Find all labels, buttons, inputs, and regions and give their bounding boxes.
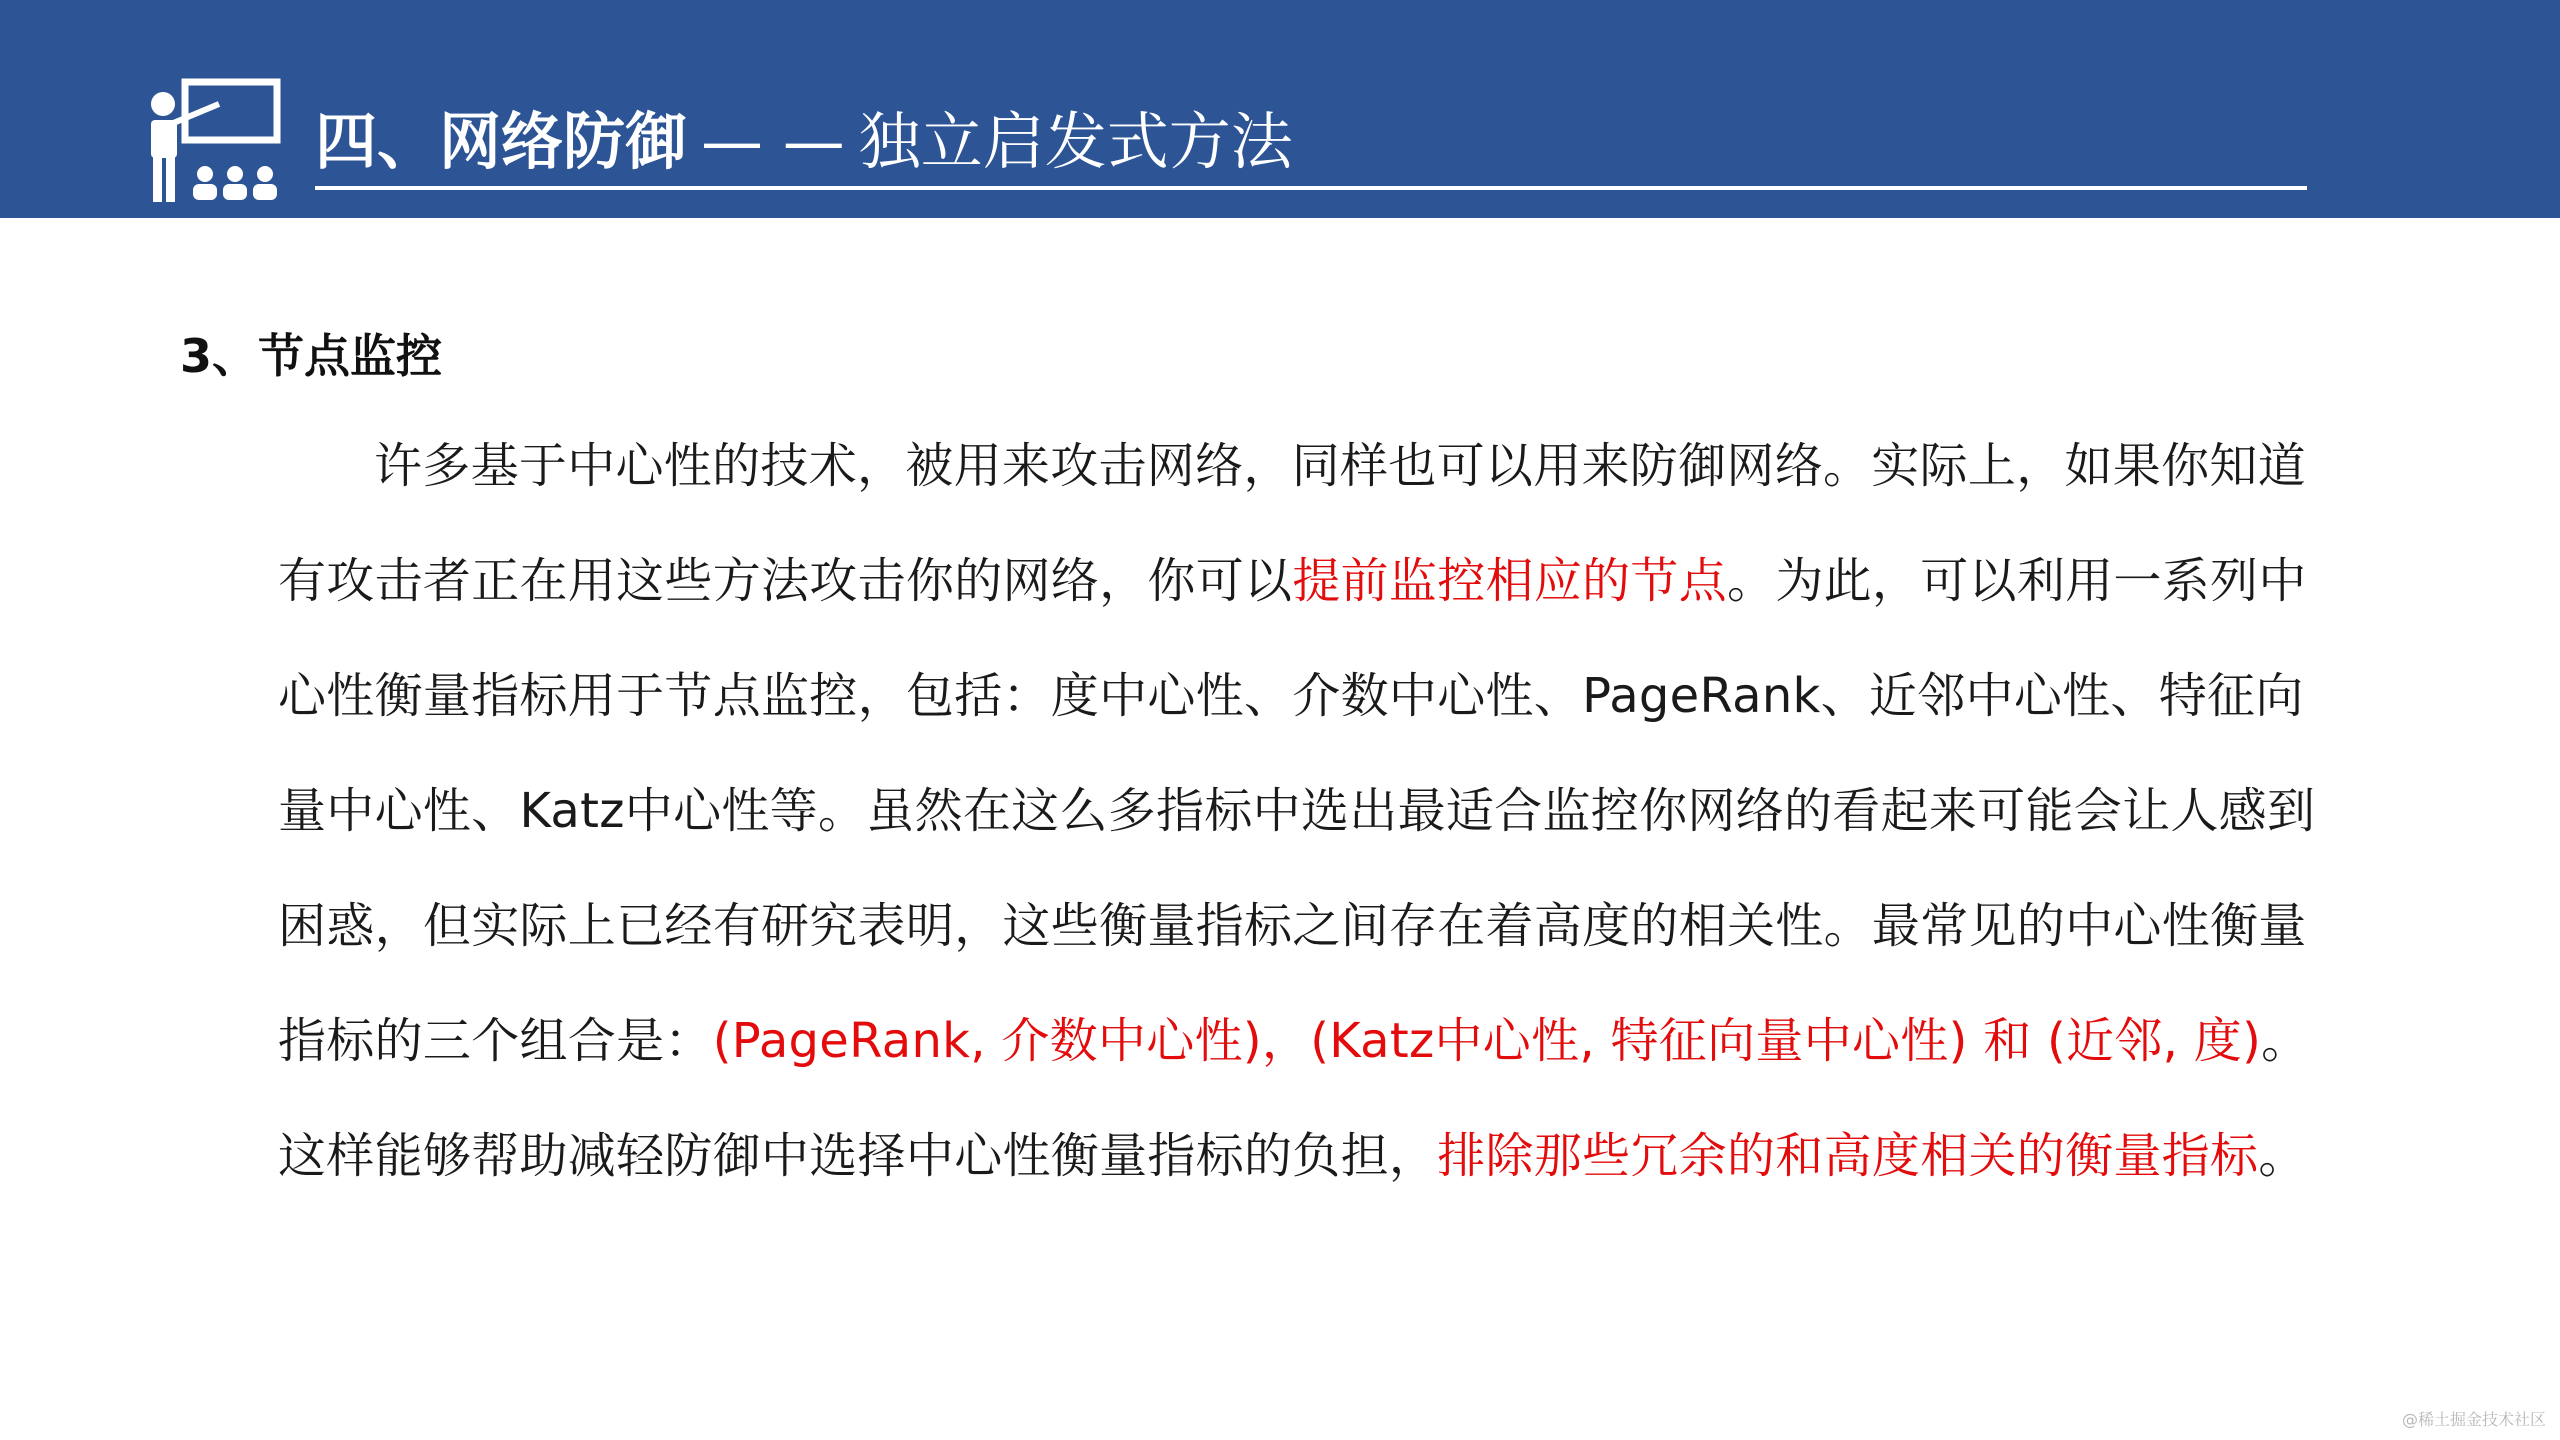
body-paragraph	[278, 409, 2318, 1214]
section-heading: 3、节点监控	[180, 329, 443, 383]
title-underline	[315, 186, 2307, 190]
highlight-text-exclude-redundant: 排除那些冗余的和高度相关的衡量指标	[1437, 1128, 2259, 1184]
body-text-segment: 。这样能够帮助减轻防御中选择中心性衡量指标的负担，	[278, 1013, 2310, 1184]
body-text-segment: 。为此，可以利用一系列中心性衡量指标用于节点监控，包括：度中心性、介数中心性、PageRank、近邻中心性、特征向量中心性、Katz中心性等。虽然在这么多指标中选出最适合监控你网络的看起来可能会让人感到困惑，但实际上已经有研究表明，这些衡量指标之间存在着高度的相关性。最常见的中心性衡量指标的三个组合是：	[278, 553, 2316, 1069]
teacher-presentation-icon	[145, 78, 285, 206]
highlight-text-monitor-nodes: 提前监控相应的节点	[1292, 553, 1728, 609]
title-main: 四、网络防御	[315, 105, 688, 178]
watermark: @稀土掘金技术社区	[2401, 1410, 2546, 1429]
body-text-segment: 。	[2258, 1128, 2307, 1184]
header-bar	[0, 0, 2560, 218]
body-text-segment: 许多基于中心性的技术，被用来攻击网络，同样也可以用来防御网络。实际上，如果你知道有攻击者正在用这些方法攻击你的网络，你可以	[278, 438, 2307, 609]
highlight-text-metric-combinations: (PageRank, 介数中心性)，(Katz中心性, 特征向量中心性) 和 (近邻, 度)	[712, 1013, 2262, 1069]
title-dash: — —	[701, 105, 845, 178]
slide-title	[315, 100, 1293, 184]
title-sub: 独立启发式方法	[858, 105, 1293, 178]
